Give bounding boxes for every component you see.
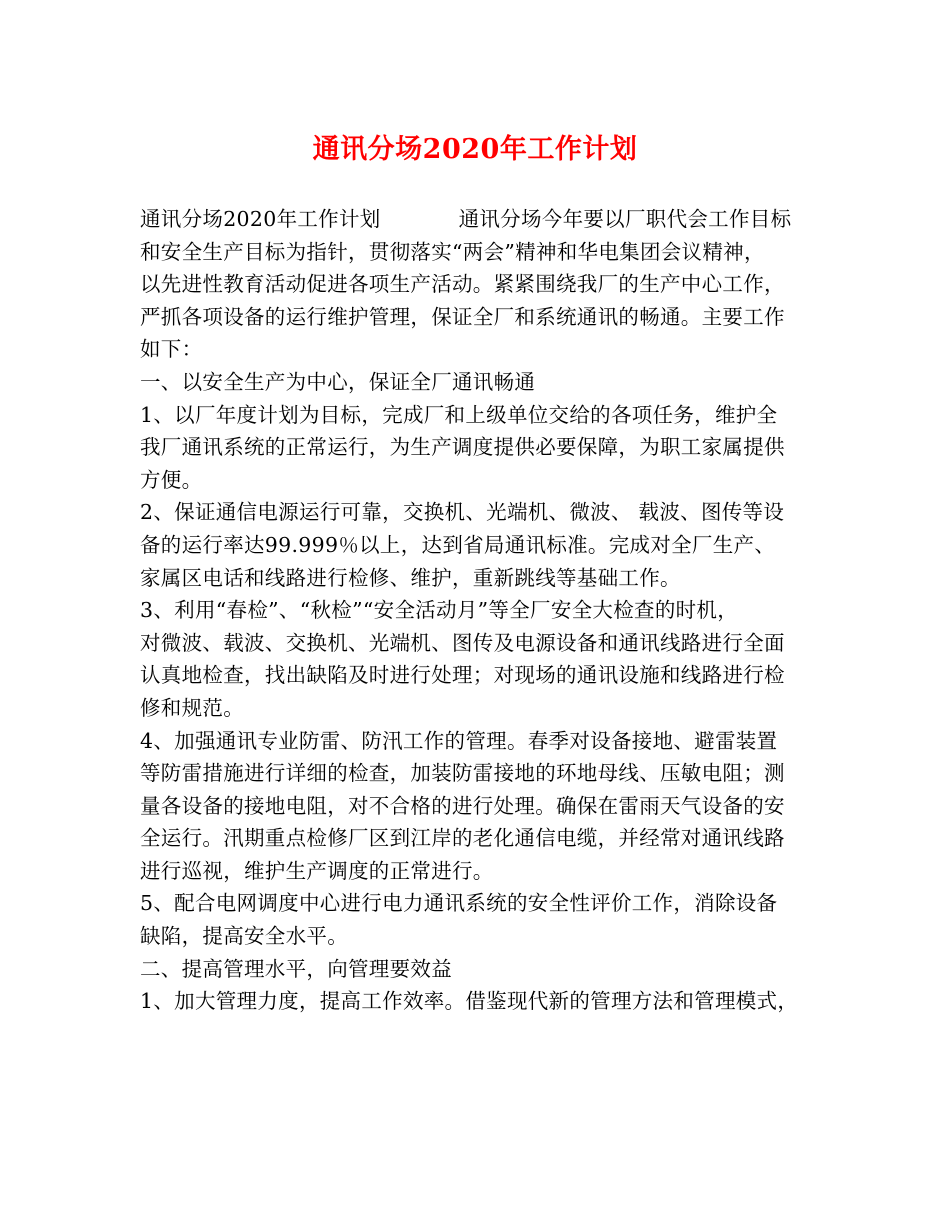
intro-heading: 通讯分场2020年工作计划 <box>140 207 381 231</box>
body-line-1 <box>140 203 820 236</box>
body-line-25: 1、加大管理力度，提高工作效率。借鉴现代新的管理方法和管理模式， <box>140 989 799 1014</box>
body-line-15: 认真地检查，找出缺陷及时进行处理；对现场的通讯设施和线路进行检 <box>140 663 785 688</box>
body-line-21: 进行巡视，维护生产调度的正常进行。 <box>140 858 494 883</box>
body-line-11: 备的运行率达99.999％以上，达到省局通讯标准。完成对全厂生产、 <box>140 532 776 557</box>
body-line-2: 和安全生产目标为指针，贯彻落实“两会”精神和华电集团会议精神， <box>140 239 765 264</box>
body-line-13: 3、利用“春检”、“秋检”“安全活动月”等全厂安全大检查的时机， <box>140 598 739 623</box>
body-line-23: 缺陷，提高安全水平。 <box>140 924 348 949</box>
body-line-22: 5、配合电网调度中心进行电力通讯系统的安全性评价工作，消除设备 <box>140 891 778 916</box>
body-line-14: 对微波、载波、交换机、光端机、图传及电源设备和通讯线路进行全面 <box>140 630 785 655</box>
body-line-3: 以先进性教育活动促进各项生产活动。紧紧围绕我厂的生产中心工作， <box>140 272 785 297</box>
body-line-19: 量各设备的接地电阻，对不合格的进行处理。确保在雷雨天气设备的安 <box>140 793 785 818</box>
body-line-5: 如下： <box>140 337 203 362</box>
body-line-12: 家属区电话和线路进行检修、维护，重新跳线等基础工作。 <box>140 565 681 590</box>
section-heading-1: 一、以安全生产为中心，保证全厂通讯畅通 <box>140 369 536 394</box>
body-line-9: 方便。 <box>140 467 203 492</box>
body-line-8: 我厂通讯系统的正常运行，为生产调度提供必要保障，为职工家属提供 <box>140 435 785 460</box>
body-line-18: 等防雷措施进行详细的检查，加装防雷接地的环地母线、压敏电阻；测 <box>140 761 785 786</box>
section-heading-2: 二、提高管理水平，向管理要效益 <box>140 956 452 981</box>
body-line-20: 全运行。汛期重点检修厂区到江岸的老化通信电缆，并经常对通讯线路 <box>140 826 785 851</box>
body-line-10: 2、保证通信电源运行可靠，交换机、光端机、微波、 载波、图传等设 <box>140 500 785 525</box>
body-line-4: 严抓各项设备的运行维护管理，保证全厂和系统通讯的畅通。主要工作 <box>140 304 785 329</box>
body-line-16: 修和规范。 <box>140 695 244 720</box>
body-line-17: 4、加强通讯专业防雷、防汛工作的管理。春季对设备接地、避雷装置 <box>140 728 778 753</box>
intro-text: 通讯分场今年要以厂职代会工作目标 <box>458 207 792 231</box>
document-body <box>140 203 820 1018</box>
document-title: 通讯分场2020年工作计划 <box>312 134 638 165</box>
body-line-7: 1、以厂年度计划为目标，完成厂和上级单位交给的各项任务，维护全 <box>140 402 778 427</box>
